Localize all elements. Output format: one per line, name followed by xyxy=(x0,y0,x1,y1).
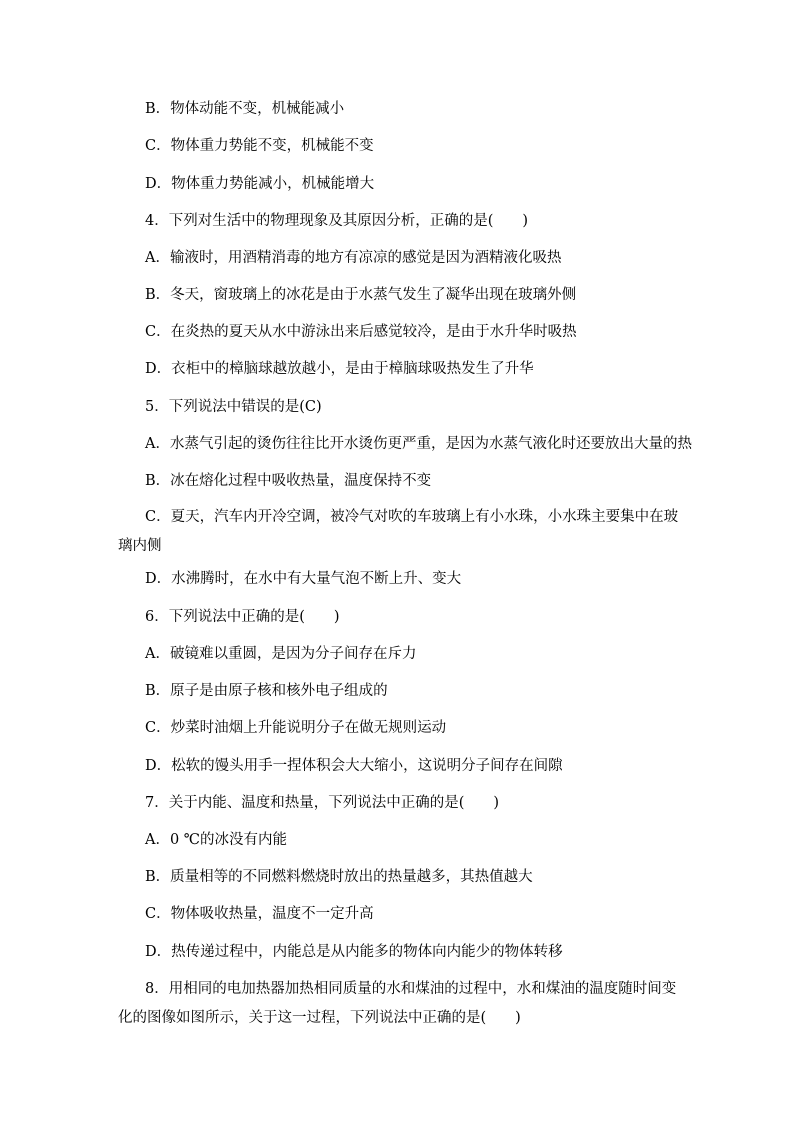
q5-option-c: C．夏天，汽车内开冷空调，被冷气对吹的车玻璃上有小水珠，小水珠主要集中在玻璃内侧 xyxy=(118,509,679,554)
q5-option-a: A．水蒸气引起的烫伤往往比开水烫伤更严重，是因为水蒸气液化时还要放出大量的热 xyxy=(145,436,692,452)
q4-option-a: A．输液时，用酒精消毒的地方有凉凉的感觉是因为酒精液化吸热 xyxy=(145,250,562,266)
q5-option-d: D．水沸腾时，在水中有大量气泡不断上升、变大 xyxy=(145,571,462,587)
q8-stem: 8．用相同的电加热器加热相同质量的水和煤油的过程中，水和煤油的温度随时间变化的图像如图所示，关于这一过程，下列说法中正确的是( ) xyxy=(118,981,677,1026)
q7-option-a: A．0 ℃的冰没有内能 xyxy=(145,832,288,848)
q4-option-c: C．在炎热的夏天从水中游泳出来后感觉较冷，是由于水升华时吸热 xyxy=(145,324,577,340)
q4-option-b: B．冬天，窗玻璃上的冰花是由于水蒸气发生了凝华出现在玻璃外侧 xyxy=(145,287,577,303)
q6-option-c: C．炒菜时油烟上升能说明分子在做无规则运动 xyxy=(145,720,447,736)
q6-option-b: B．原子是由原子核和核外电子组成的 xyxy=(145,683,388,699)
q4-stem: 4．下列对生活中的物理现象及其原因分析，正确的是( ) xyxy=(145,213,529,229)
q7-option-c: C．物体吸收热量，温度不一定升高 xyxy=(145,906,374,922)
q3-option-c: C．物体重力势能不变，机械能不变 xyxy=(145,138,374,154)
q3-option-d: D．物体重力势能减小，机械能增大 xyxy=(145,176,375,192)
q6-option-d: D．松软的馒头用手一捏体积会大大缩小，这说明分子间存在间隙 xyxy=(145,758,563,774)
q3-option-b: B．物体动能不变，机械能减小 xyxy=(145,101,345,117)
q7-stem: 7．关于内能、温度和热量，下列说法中正确的是( ) xyxy=(145,795,500,811)
q7-option-b: B．质量相等的不同燃料燃烧时放出的热量越多，其热值越大 xyxy=(145,869,533,885)
q4-option-d: D．衣柜中的樟脑球越放越小，是由于樟脑球吸热发生了升华 xyxy=(145,361,534,377)
q5-stem: 5．下列说法中错误的是(C) xyxy=(145,399,322,415)
q6-option-a: A．破镜难以重圆，是因为分子间存在斥力 xyxy=(145,646,417,662)
q5-option-b: B．冰在熔化过程中吸收热量，温度保持不变 xyxy=(145,473,432,489)
q6-stem: 6．下列说法中正确的是( ) xyxy=(145,609,340,625)
q7-option-d: D．热传递过程中，内能总是从内能多的物体向内能少的物体转移 xyxy=(145,944,563,960)
